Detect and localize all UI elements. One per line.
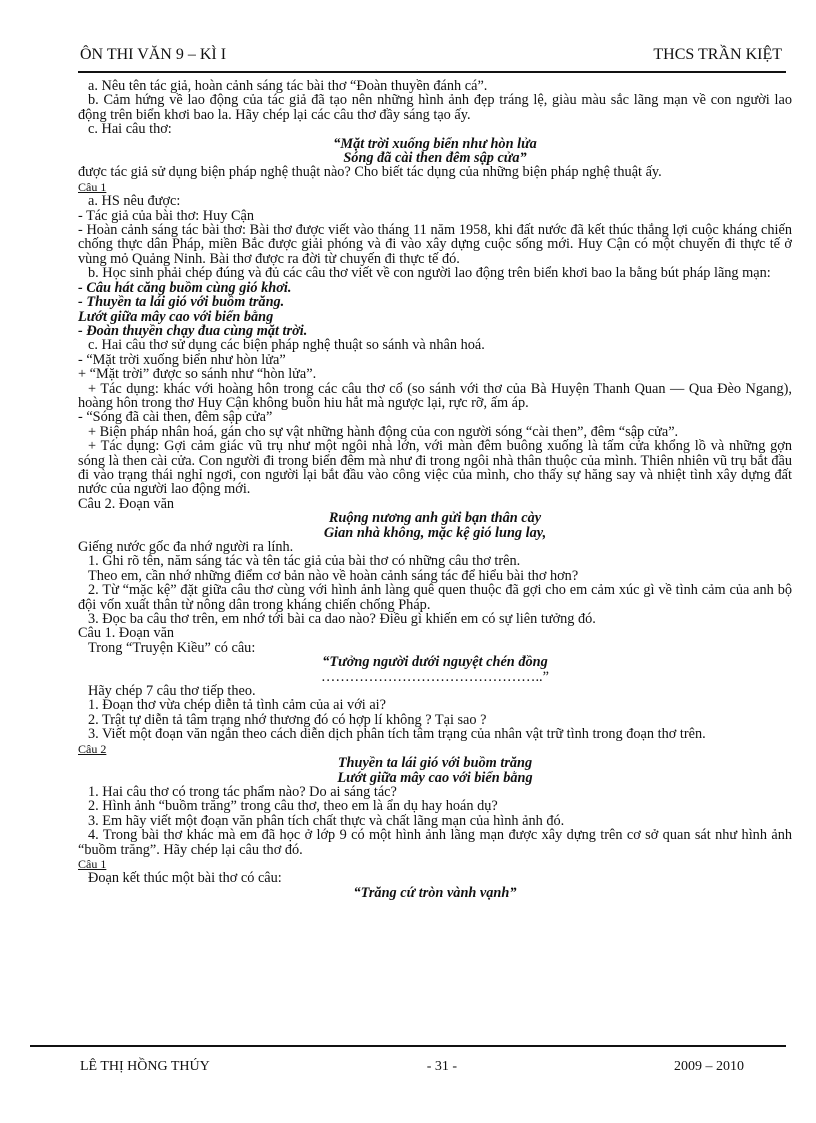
text-line: - Câu hát căng buồm cùng gió khơi.	[78, 279, 292, 296]
footer-year: 2009 – 2010	[673, 1059, 744, 1074]
page-number: - 31 -	[426, 1059, 458, 1074]
text-line: + Tác dụng: khác với hoàng hôn trong các câu thơ cổ (so sánh với thơ của Bà Huyện Thanh Quan — Qua Đèo Ngang), hoàng hôn trong thơ Huy Cận không buồn hiu hắt mà ngược lại, rực rỡ, ấm áp.	[78, 380, 792, 411]
header-rule	[78, 71, 786, 73]
text-line: 3. Đọc ba câu thơ trên, em nhớ tới bài ca dao nào? Điều gì khiến em có sự liên tưởng đó.	[88, 611, 596, 628]
text-line: b. Học sinh phải chép đúng và đủ các câu thơ viết về con người lao động trên biển khơi bao la bằng bút pháp lãng mạn:	[88, 265, 771, 282]
page-header	[80, 46, 782, 64]
text-line: 4. Trong bài thơ khác mà em đã học ở lớp 9 có một hình ảnh lãng mạn được xây dựng trên cơ sở quan sát như hình ảnh “buồm trăng”. Hãy chép lại câu thơ đó.	[78, 827, 792, 858]
header-left: ÔN THI VĂN 9 – KÌ I	[80, 46, 227, 63]
footer-author: LÊ THỊ HỒNG THÚY	[80, 1059, 210, 1074]
text-line: 3. Em hãy viết một đoạn văn phân tích chất thực và chất lãng mạn của hình ảnh đó.	[88, 812, 565, 829]
text-line: + Tác dụng: Gợi cảm giác vũ trụ như một ngôi nhà lớn, với màn đêm buông xuống là tấm cửa khổng lồ và những gợn sóng là then cài cửa. Con người đi trong biển đêm mà như đi trong ngôi nhà thân thuộc của mình. Thiên nhiên vũ trụ bắt đầu đi vào trạng thái nghỉ ngơi, con người lại bắt đầu vào công việc của mình, cho thấy sự hăng say và nhiệt tình xây dựng đất nước của người lao động mới.	[78, 438, 792, 498]
text-line: - Đoàn thuyền chạy đua cùng mặt trời.	[78, 322, 308, 339]
header-right: THCS TRẦN KIỆT	[653, 46, 782, 63]
text-line: 2. Trật tự diễn tả tâm trạng nhớ thương đó có hợp lí không ? Tại sao ?	[88, 711, 487, 728]
text-line: Câu 2	[78, 741, 107, 756]
text-line: Giếng nước gốc đa nhớ người ra lính.	[78, 539, 294, 555]
text-line: Câu 1	[78, 179, 107, 194]
text-line: Trong “Truyện Kiều” có câu:	[88, 639, 256, 656]
text-line: - Tác giả của bài thơ: Huy Cận	[78, 207, 255, 224]
text-line: Gian nhà không, mặc kệ gió lung lay,	[323, 524, 547, 541]
text-line: Lướt giữa mây cao với biển bằng	[78, 308, 274, 325]
text-line: - “Mặt trời xuống biển như hòn lửa”	[78, 351, 286, 368]
text-line: 1. Ghi rõ tên, năm sáng tác và tên tác giả của bài thơ có những câu thơ trên.	[88, 553, 521, 570]
text-line: “Trăng cứ tròn vành vạnh”	[353, 884, 517, 901]
text-line: 3. Viết một đoạn văn ngắn theo cách diễn dịch phân tích tâm trạng của nhân vật trữ tình trong đoạn thơ trên.	[88, 726, 706, 743]
text-line: Đoạn kết thúc một bài thơ có câu:	[88, 870, 282, 887]
text-line: Hãy chép 7 câu thơ tiếp theo.	[88, 683, 256, 700]
text-line: - “Sóng đã cài then, đêm sập cửa”	[78, 409, 273, 426]
text-line: Câu 1. Đoạn văn	[78, 625, 175, 642]
text-line: c. Hai câu thơ:	[88, 121, 172, 138]
text-line: 1. Đoạn thơ vừa chép diễn tả tình cảm của ai với ai?	[88, 697, 386, 714]
text-line: + “Mặt trời” được so sánh như “hòn lửa”.	[78, 366, 317, 383]
text-line: - Thuyền ta lái gió với buồm trăng.	[78, 294, 285, 311]
text-line: Lướt giữa mây cao với biển bằng	[337, 769, 533, 786]
text-line: - Hoàn cảnh sáng tác bài thơ: Bài thơ được viết vào tháng 11 năm 1958, khi đất nước đã kết thúc thắng lợi cuộc kháng chiến chống thực dân Pháp, miền Bắc được giải phóng và đi vào xây dựng cuộc sống mới. Huy Cận có một chuyến đi thực tế ở vùng mỏ Quảng Ninh. Bài thơ được ra đời từ chuyến đi thực tế đó.	[78, 222, 792, 267]
text-line: Câu 1	[78, 856, 107, 871]
page-footer	[80, 1059, 744, 1075]
text-line: 2. Từ “mặc kệ” đặt giữa câu thơ cùng với hình ảnh làng quê quen thuộc đã gợi cho em cảm xúc gì về tình cảm của anh bộ đội vốn xuất thân từ nông dân trong kháng chiến chống Pháp.	[78, 582, 792, 613]
text-line: a. HS nêu được:	[88, 193, 181, 210]
text-line: ………………………………………..”	[321, 668, 549, 685]
footer-rule	[30, 1045, 786, 1047]
text-line: Thuyền ta lái gió với buồm trăng	[337, 755, 533, 772]
text-line: Sóng đã cài then đêm sập cửa”	[343, 150, 527, 167]
text-line: a. Nêu tên tác giả, hoàn cảnh sáng tác bài thơ “Đoàn thuyền đánh cá”.	[88, 78, 488, 94]
text-line: c. Hai câu thơ sử dụng các biện pháp nghệ thuật so sánh và nhân hoá.	[88, 337, 485, 354]
text-line: 1. Hai câu thơ có trong tác phẩm nào? Do ai sáng tác?	[88, 783, 397, 800]
text-line: “Mặt trời xuống biển như hòn lửa	[333, 135, 537, 152]
text-line: Theo em, cần nhớ những điểm cơ bản nào về hoàn cảnh sáng tác để hiểu bài thơ hơn?	[88, 567, 579, 584]
document-body	[78, 79, 792, 900]
text-line: Ruộng nương anh gửi bạn thân cày	[328, 510, 542, 527]
text-line: b. Cảm hứng về lao động của tác giả đã tạo nên những hình ảnh đẹp tráng lệ, giàu màu sắc lãng mạn về con người lao động trên biển khơi bao la. Hãy chép lại các câu thơ đầy sáng tạo ấy.	[78, 92, 792, 123]
text-line: 2. Hình ảnh “buồm trăng” trong câu thơ, theo em là ẩn dụ hay hoán dụ?	[88, 798, 498, 815]
text-line: được tác giả sử dụng biện pháp nghệ thuật nào? Cho biết tác dụng của những biện pháp nghệ thuật ấy.	[78, 164, 662, 181]
text-line: Câu 2. Đoạn văn	[78, 495, 175, 512]
text-line: “Tưởng người dưới nguyệt chén đồng	[322, 654, 548, 671]
text-line: + Biện pháp nhân hoá, gán cho sự vật những hành động của con người sóng “cài then”, đêm “sập cửa”.	[88, 423, 679, 440]
